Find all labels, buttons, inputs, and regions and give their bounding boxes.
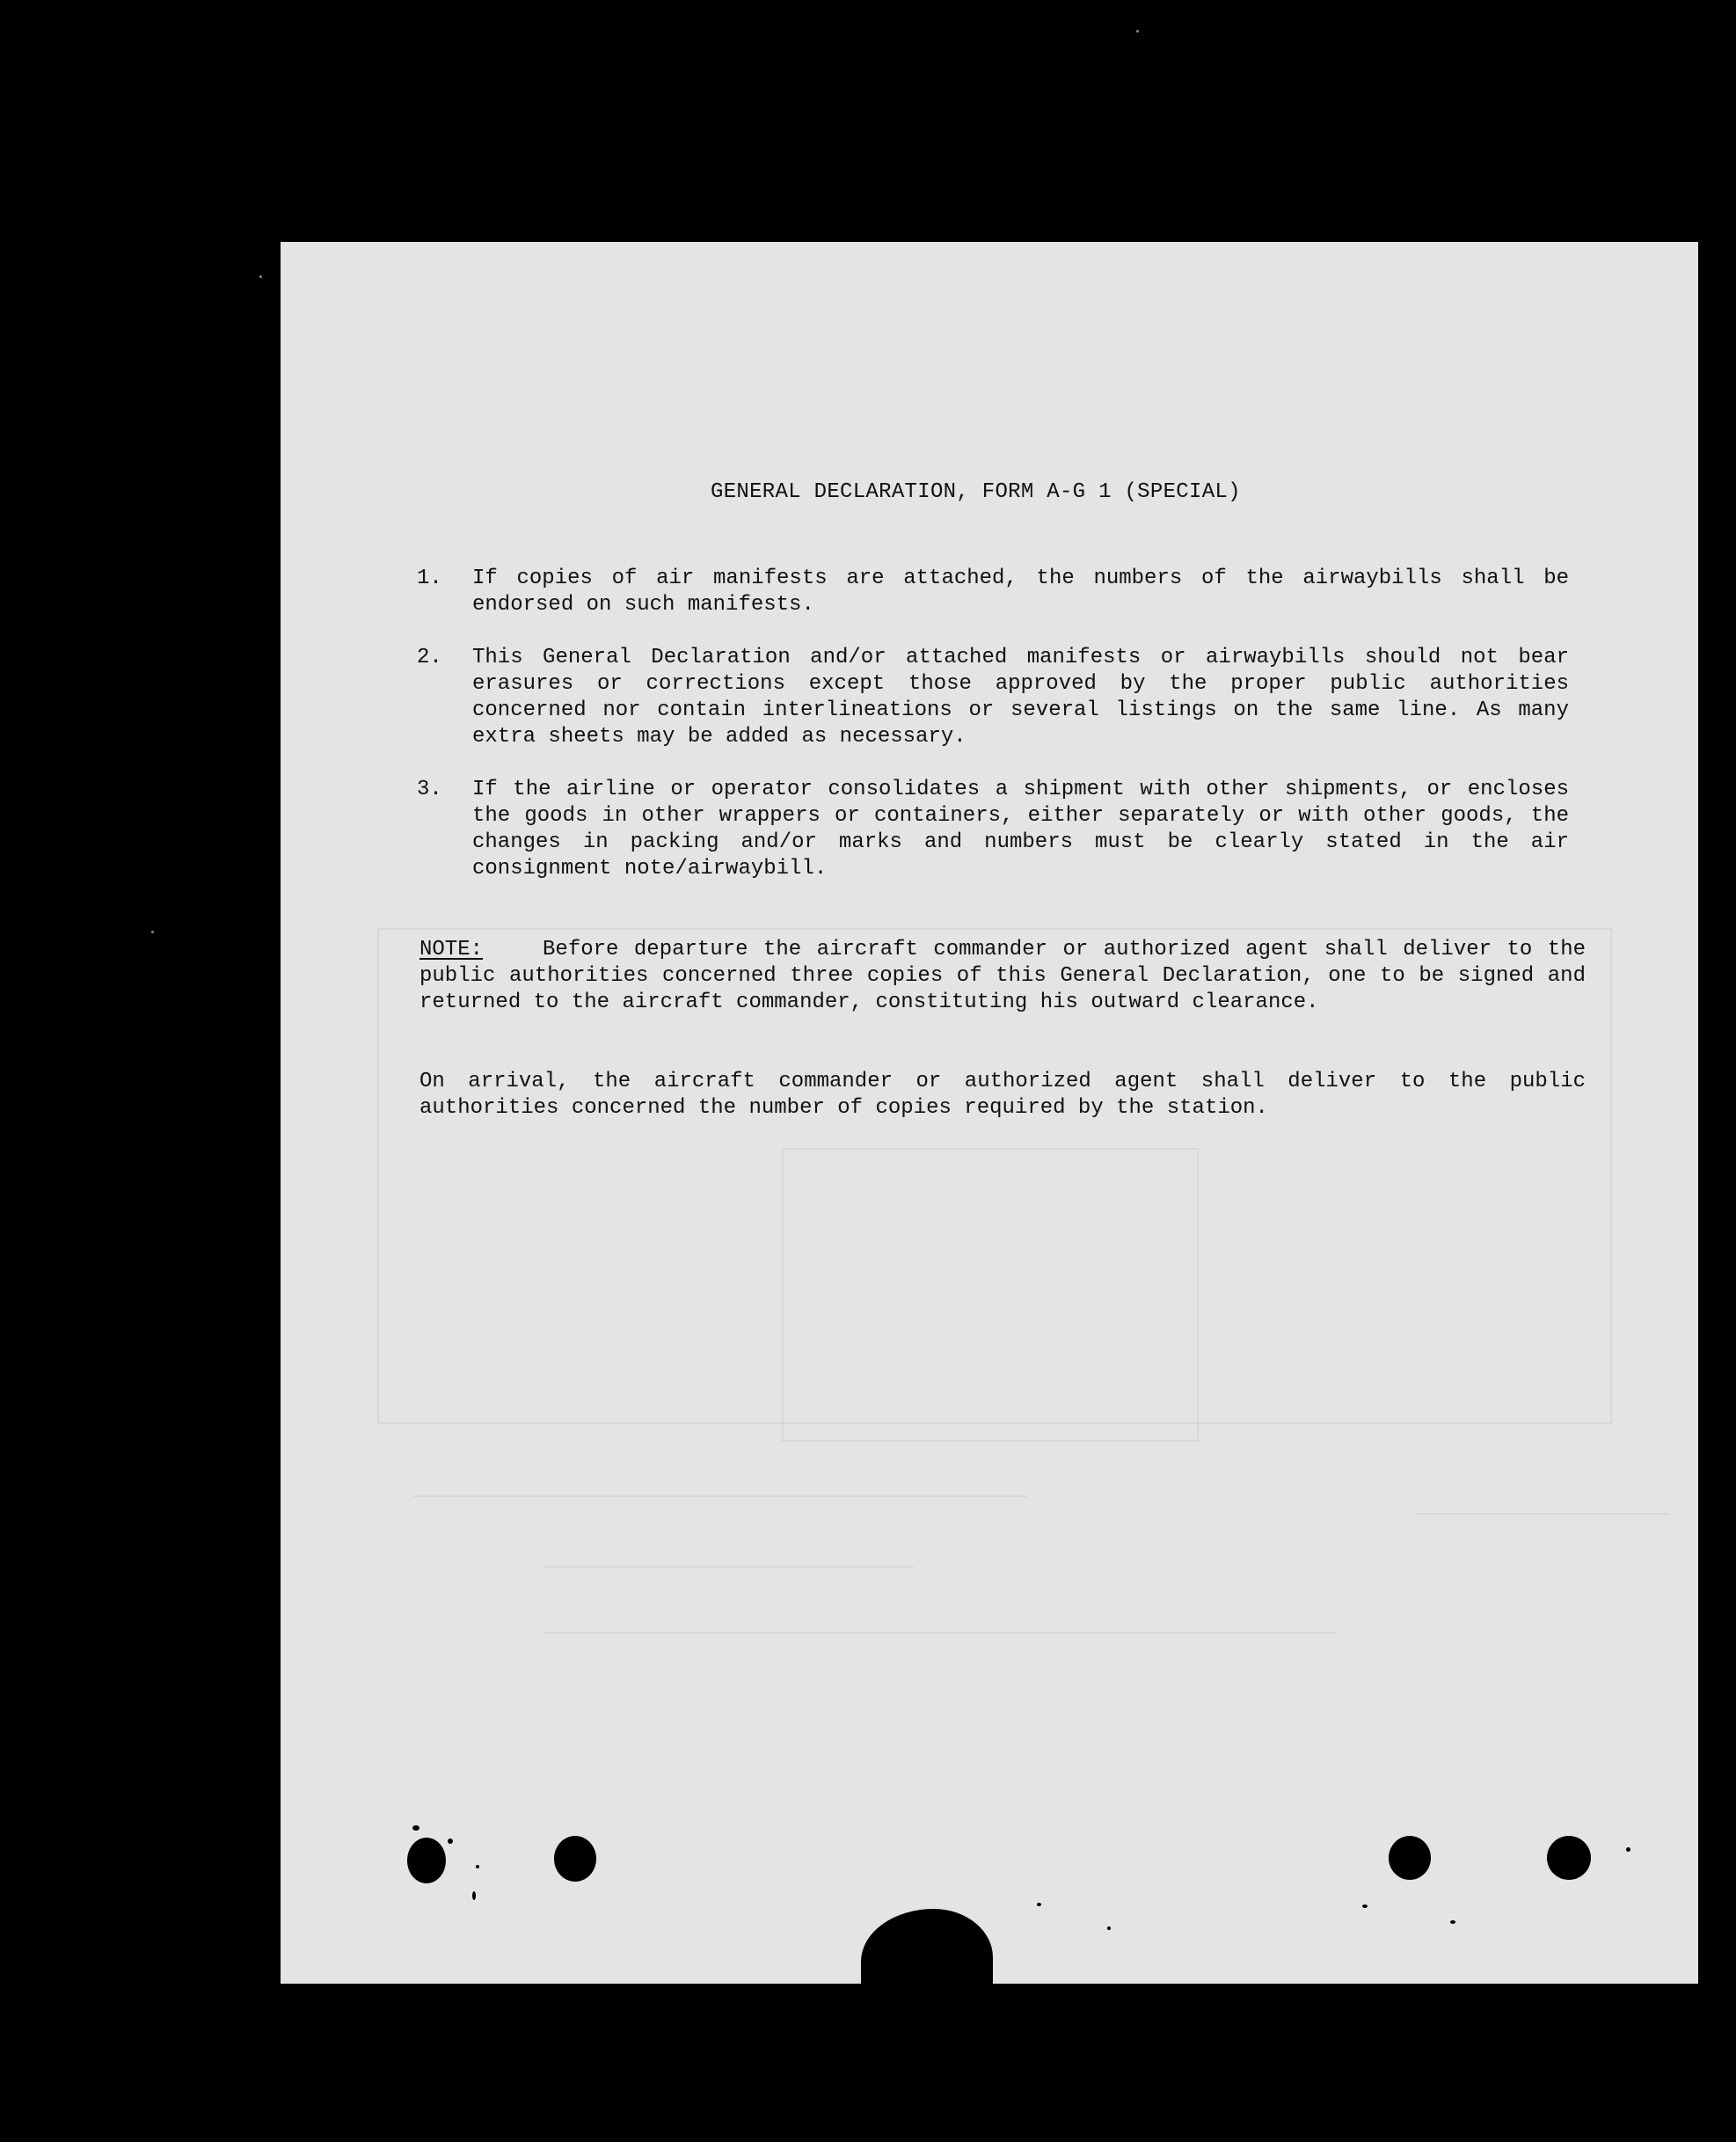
document-page: [281, 242, 1698, 1984]
binder-hole: [1389, 1836, 1431, 1880]
item-number: 1.: [417, 567, 442, 590]
speck: [476, 1865, 479, 1868]
speck: [151, 931, 154, 933]
speck: [1107, 1926, 1111, 1930]
arrival-paragraph: On arrival, the aircraft commander or authorized agent shall deliver to the public authorities concerned the number of copies required by the station.: [419, 1070, 1586, 1120]
declaration-content: [281, 242, 1698, 1984]
instruction-item-3: [417, 777, 1569, 882]
instruction-item-1: [417, 566, 1569, 618]
item-text: This General Declaration and/or attached manifests or airwaybills should not bear erasures or corrections except those approved by the proper public authorities concerned nor contain interlineations or several listings on the same line. As many extra sheets may be added as necessary.: [472, 646, 1569, 749]
item-text: If copies of air manifests are attached, the numbers of the airwaybills shall be endorsed on such manifests.: [472, 567, 1569, 617]
page-title: GENERAL DECLARATION, FORM A-G 1 (SPECIAL): [711, 480, 1241, 504]
binder-hole: [1547, 1836, 1591, 1880]
speck: [1626, 1847, 1630, 1852]
item-number: 2.: [417, 646, 442, 669]
speck: [472, 1891, 476, 1900]
speck: [259, 275, 262, 278]
note-label: NOTE:: [419, 938, 484, 961]
binder-hole: [407, 1838, 446, 1883]
binder-hole: [554, 1836, 596, 1882]
speck: [1450, 1920, 1455, 1924]
speck: [448, 1839, 453, 1844]
speck: [1362, 1904, 1368, 1908]
item-number: 3.: [417, 778, 442, 801]
speck: [1136, 30, 1139, 33]
speck: [412, 1825, 419, 1831]
instruction-item-2: [417, 645, 1569, 750]
speck: [1037, 1903, 1041, 1906]
note-text: Before departure the aircraft commander or authorized agent shall deliver to the public authorities concerned three copies of this General Declaration, one to be signed and returned to the aircraft commander, constituting his outward clearance.: [419, 938, 1586, 1014]
item-text: If the airline or operator consolidates a shipment with other shipments, or encloses the goods in other wrappers or containers, either separately or with other goods, the changes in packing and/or marks and numbers must be clearly stated in the air consignment note/airwaybill.: [472, 778, 1569, 881]
note-paragraph: [419, 937, 1586, 1016]
